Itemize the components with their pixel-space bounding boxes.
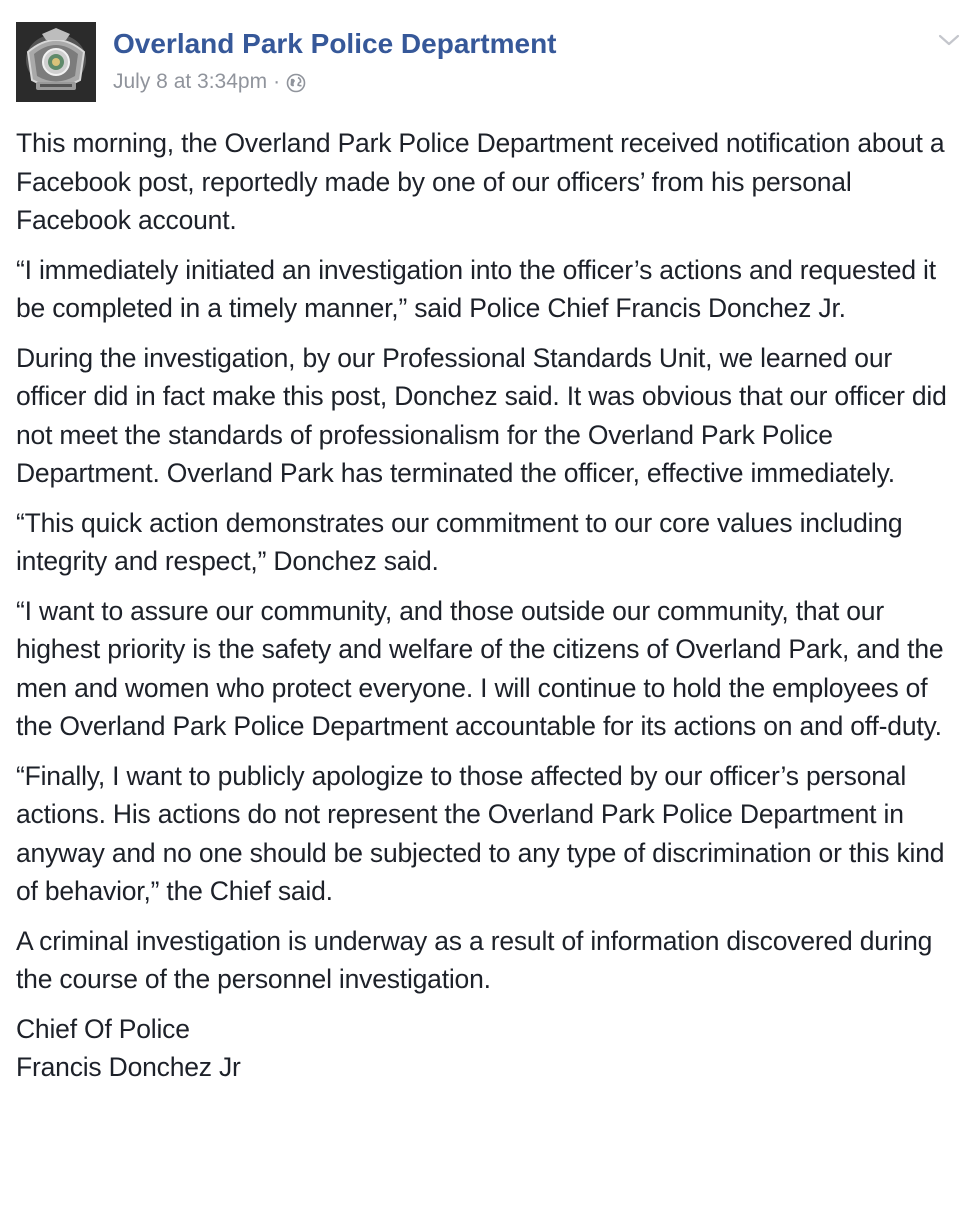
signature-name: Francis Donchez Jr [16, 1052, 241, 1082]
post-paragraph: “I want to assure our community, and those outside our community, that our highest priority is the safety and welfare of the citizens of Overland Park, and the men and women who protect everyone. I will continue to hold the employees of the Overland Park Police Department accountable for its actions on and off-duty. [16, 595, 944, 741]
post-paragraph: This morning, the Overland Park Police Department received notification about a Facebook post, reportedly made by one of our officers’ from his personal Facebook account. [16, 128, 945, 235]
avatar[interactable] [16, 22, 96, 102]
chevron-down-icon[interactable] [936, 30, 962, 50]
post-timestamp[interactable]: July 8 at 3:34pm [113, 70, 268, 93]
post-paragraph: “I immediately initiated an investigation into the officer’s actions and requested it be completed in a timely manner,” said Police Chief Francis Donchez Jr. [16, 254, 936, 323]
post-signature [16, 1010, 961, 1087]
post-paragraph: “This quick action demonstrates our commitment to our core values including integrity and respect,” Donchez said. [16, 507, 903, 576]
post-paragraph: A criminal investigation is underway as a result of information discovered during the course of the personnel investigation. [16, 925, 933, 994]
post-paragraph: During the investigation, by our Professional Standards Unit, we learned our officer did in fact make this post, Donchez said. It was obvious that our officer did not meet the standards of professionalism for the Overland Park Police Department. Overland Park has terminated the officer, effective immediately. [16, 342, 947, 488]
signature-title: Chief Of Police [16, 1013, 190, 1044]
post-meta [113, 70, 306, 94]
post-header [16, 22, 966, 104]
page-name-link[interactable]: Overland Park Police Department [113, 28, 557, 59]
post-body [16, 124, 961, 1087]
globe-icon[interactable] [286, 73, 306, 93]
post-paragraph: “Finally, I want to publicly apologize to those affected by our officer’s personal actions. His actions do not represent the Overland Park Police Department in anyway and no one should be subjected to any type of discrimination or this kind of behavior,” the Chief said. [16, 760, 945, 906]
police-badge-icon [16, 22, 96, 102]
meta-separator: · [273, 70, 281, 93]
